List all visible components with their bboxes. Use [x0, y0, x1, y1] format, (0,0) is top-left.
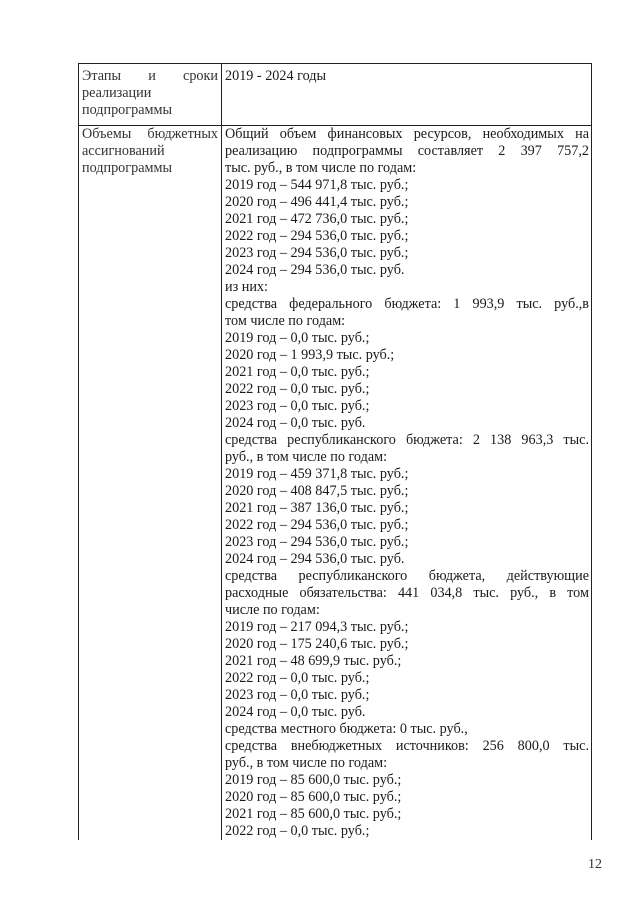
list-item: 2022 год – 294 536,0 тыс. руб.; [225, 228, 409, 244]
list-item: 2022 год – 0,0 тыс. руб.; [225, 381, 370, 397]
list-item: 2019 год – 0,0 тыс. руб.; [225, 330, 370, 346]
list-item: 2019 год – 85 600,0 тыс. руб.; [225, 772, 402, 788]
extra-line-b: руб., в том числе по годам: [225, 755, 388, 771]
value-stages: 2019 - 2024 годы [225, 68, 327, 84]
list-item: 2022 год – 0,0 тыс. руб.; [225, 823, 370, 839]
acting-line-a: средства республиканского бюджета, действующие [225, 568, 589, 584]
label-cell-stages [79, 64, 222, 126]
list-item: 2024 год – 0,0 тыс. руб. [225, 415, 366, 431]
list-item: 2023 год – 0,0 тыс. руб.; [225, 398, 370, 414]
label-stages-line1: Этапы и сроки [82, 68, 218, 84]
value-cell-stages [222, 64, 592, 126]
list-item: 2024 год – 294 536,0 тыс. руб. [225, 262, 405, 278]
list-item: 2023 год – 294 536,0 тыс. руб.; [225, 245, 409, 261]
list-item: 2020 год – 1 993,9 тыс. руб.; [225, 347, 395, 363]
acting-line-b: расходные обязательства: 441 034,8 тыс. руб., в том [225, 585, 589, 601]
intro-line-b: реализацию подпрограммы составляет 2 397 757,2 [225, 143, 589, 159]
table-row-stages [79, 64, 592, 126]
republic-line-b: руб., в том числе по годам: [225, 449, 388, 465]
list-item: 2022 год – 294 536,0 тыс. руб.; [225, 517, 409, 533]
list-item: 2019 год – 459 371,8 тыс. руб.; [225, 466, 409, 482]
list-item: 2019 год – 217 094,3 тыс. руб.; [225, 619, 409, 635]
list-item: 2024 год – 294 536,0 тыс. руб. [225, 551, 405, 567]
acting-years-list [225, 619, 589, 721]
intro-line-a: Общий объем финансовых ресурсов, необходимых на [225, 126, 589, 142]
list-item: 2021 год – 0,0 тыс. руб.; [225, 364, 370, 380]
federal-years-list [225, 330, 589, 432]
federal-line-b: том числе по годам: [225, 313, 346, 329]
list-item: 2020 год – 85 600,0 тыс. руб.; [225, 789, 402, 805]
acting-line-c: числе по годам: [225, 602, 320, 618]
list-item: 2023 год – 294 536,0 тыс. руб.; [225, 534, 409, 550]
local-budget-line: средства местного бюджета: 0 тыс. руб., [225, 721, 468, 737]
list-item: 2020 год – 496 441,4 тыс. руб.; [225, 194, 409, 210]
list-item: 2021 год – 85 600,0 тыс. руб.; [225, 806, 402, 822]
list-item: 2024 год – 0,0 тыс. руб. [225, 704, 366, 720]
value-cell-budget [222, 126, 592, 841]
of-them-label: из них: [225, 279, 268, 295]
list-item: 2023 год – 0,0 тыс. руб.; [225, 687, 370, 703]
extra-years-list [225, 772, 589, 840]
republic-line-a: средства республиканского бюджета: 2 138 963,3 тыс. [225, 432, 589, 448]
label-budget-rest: ассигнований подпрограммы [82, 143, 172, 176]
list-item: 2022 год – 0,0 тыс. руб.; [225, 670, 370, 686]
extra-line-a: средства внебюджетных источников: 256 800,0 тыс. [225, 738, 589, 754]
list-item: 2021 год – 472 736,0 тыс. руб.; [225, 211, 409, 227]
page-number: 12 [588, 857, 602, 872]
republic-years-list [225, 466, 589, 568]
list-item: 2020 год – 408 847,5 тыс. руб.; [225, 483, 409, 499]
label-budget-line1: Объемы бюджетных [82, 126, 218, 142]
list-item: 2021 год – 387 136,0 тыс. руб.; [225, 500, 409, 516]
passport-table [78, 63, 592, 840]
list-item: 2020 год – 175 240,6 тыс. руб.; [225, 636, 409, 652]
table-row-budget [79, 126, 592, 841]
federal-line-a: средства федерального бюджета: 1 993,9 тыс. руб.,в [225, 296, 589, 312]
list-item: 2021 год – 48 699,9 тыс. руб.; [225, 653, 402, 669]
label-stages-rest: реализации подпрограммы [82, 85, 172, 118]
total-years-list [225, 177, 589, 279]
label-cell-budget [79, 126, 222, 841]
list-item: 2019 год – 544 971,8 тыс. руб.; [225, 177, 409, 193]
intro-line-c: тыс. руб., в том числе по годам: [225, 160, 417, 176]
